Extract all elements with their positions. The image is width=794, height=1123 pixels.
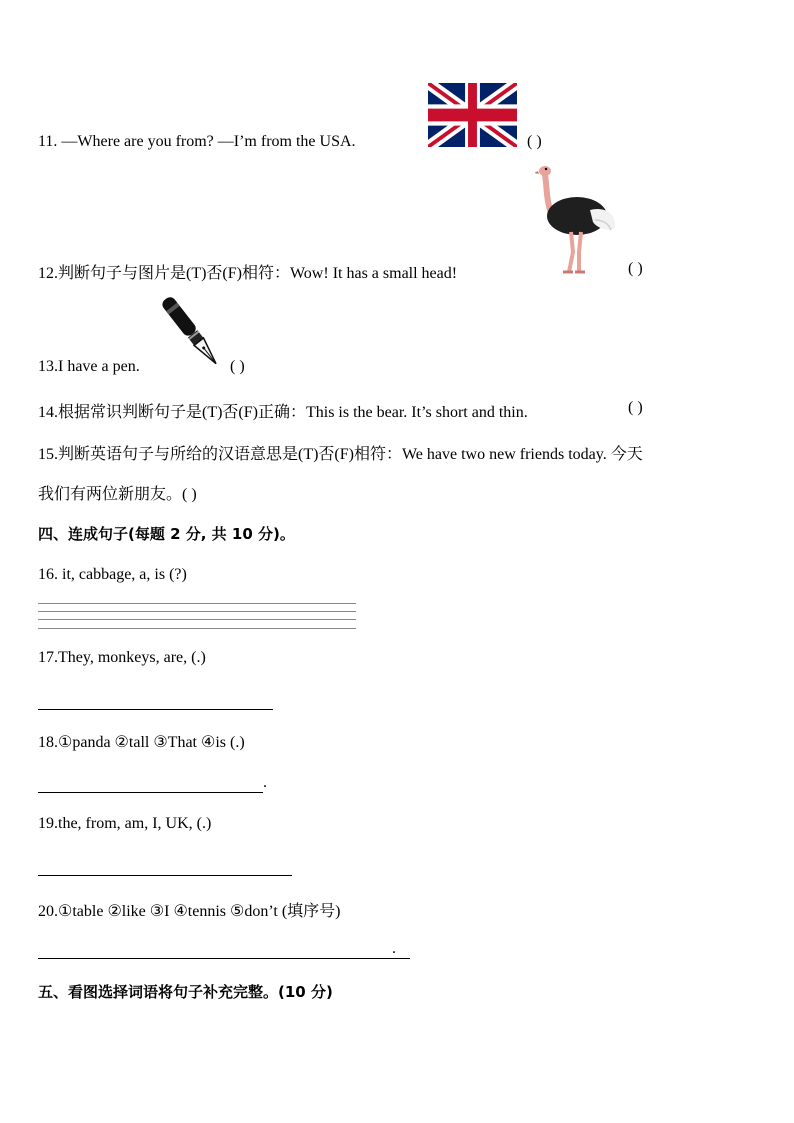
question-14: 14.根据常识判断句子是(T)否(F)正确：This is the bear. It’s short and thin. (38, 404, 528, 421)
question-15-line1: 15.判断英语句子与所给的汉语意思是(T)否(F)相符：We have two new friends today. 今天 (38, 446, 643, 463)
answer-line-19[interactable] (38, 875, 292, 876)
question-20: 20.①table ②like ③I ④tennis ⑤don’t (填序号) (38, 903, 341, 920)
writing-line-16b (38, 611, 356, 612)
question-16: 16. it, cabbage, a, is (?) (38, 566, 187, 583)
question-17: 17.They, monkeys, are, (.) (38, 649, 206, 666)
answer-paren-11[interactable]: ( ) (527, 133, 542, 150)
writing-line-16d[interactable] (38, 628, 356, 629)
question-13: 13.I have a pen. (38, 358, 140, 375)
question-15-line2[interactable]: 我们有两位新朋友。( ) (38, 486, 197, 503)
answer-line-17[interactable] (38, 709, 273, 710)
answer-paren-14[interactable]: ( ) (628, 399, 643, 416)
answer-line-20[interactable] (38, 958, 410, 959)
answer-paren-12[interactable]: ( ) (628, 260, 643, 277)
section-5-title: 五、看图选择词语将句子补充完整。(10 分) (38, 983, 333, 1001)
answer-line-18[interactable] (38, 792, 263, 793)
writing-line-16c (38, 619, 356, 620)
period-18: . (263, 774, 267, 791)
question-12: 12.判断句子与图片是(T)否(F)相符：Wow! It has a small head! (38, 265, 458, 282)
question-11: 11. —Where are you from? —I’m from the USA. (38, 133, 356, 150)
ostrich-image (535, 162, 621, 276)
period-20: . (392, 940, 396, 957)
question-18: 18.①panda ②tall ③That ④is (.) (38, 734, 245, 751)
writing-line-16a (38, 603, 356, 604)
section-4-title: 四、连成句子(每题 2 分, 共 10 分)。 (38, 525, 295, 543)
question-19: 19.the, from, am, I, UK, (.) (38, 815, 212, 832)
fountain-pen-image (160, 290, 224, 376)
uk-flag-image (428, 83, 517, 147)
answer-paren-13[interactable]: ( ) (230, 358, 245, 375)
